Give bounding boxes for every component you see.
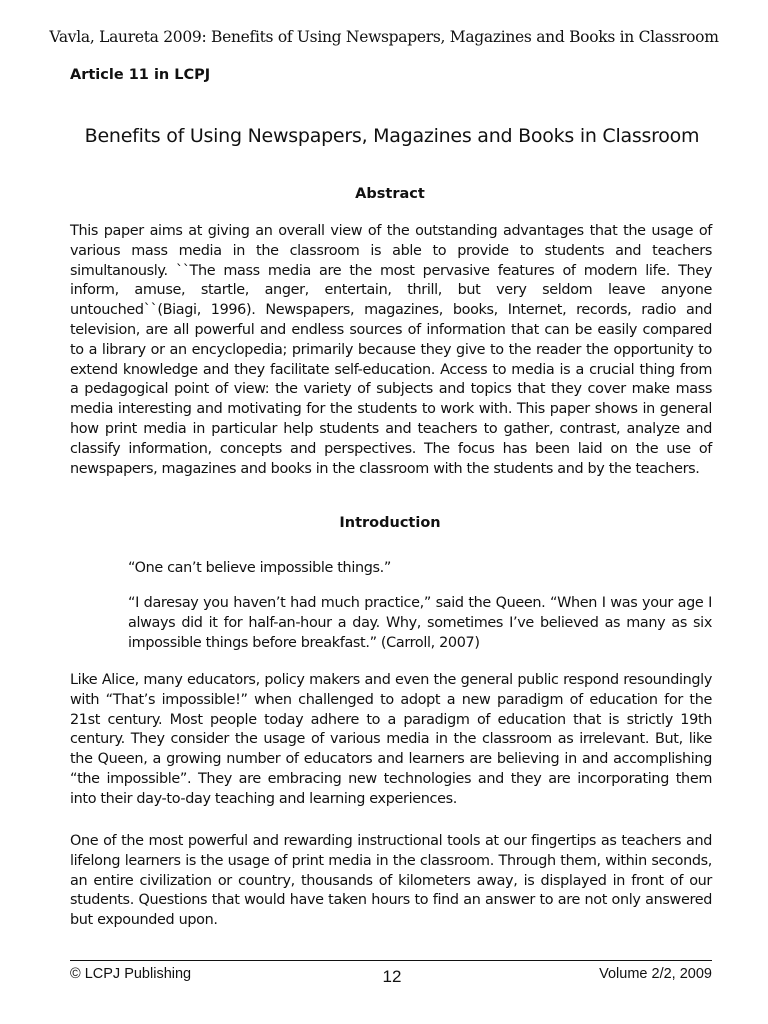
block-quote: “I daresay you haven’t had much practice,” said the Queen. “When I was your age I always did it for half-an-hour a day. Why, sometimes I’ve believed as many as six impossible things before breakfast.” (Carroll, 2007) (128, 595, 712, 651)
abstract-heading: Abstract (355, 186, 425, 202)
paper-title: Benefits of Using Newspapers, Magazines and Books in Classroom (84, 125, 700, 147)
article-label: Article 11 in LCPJ (70, 67, 211, 83)
footer-divider (70, 960, 712, 961)
footer-publisher: © LCPJ Publishing (70, 966, 192, 982)
body-paragraph: Like Alice, many educators, policy makers and even the general public respond resoundingly with “That’s impossible!” when challenged to adopt a new paradigm of education for the 21st century. Most people today adhere to a paradigm of education that is strictly 19th century. They consider the usage of various media in the classroom as irrelevant. But, like the Queen, a growing number of educators and learners are believing in and accomplishing “the impossible”. They are embracing new technologies and they are incorporating them into their day-to-day teaching and learning experiences. (70, 672, 712, 807)
body-paragraph: One of the most powerful and rewarding instructional tools at our fingertips as teachers and lifelong learners is the usage of print media in the classroom. Through them, within seconds, an entire civilization or country, thousands of kilometers away, is displayed in front of our students. Questions that would have taken hours to find an answer to are not only answered but expounded upon. (70, 833, 712, 929)
running-head: Vavla, Laureta 2009: Benefits of Using Newspapers, Magazines and Books in Classroom (49, 28, 719, 46)
block-quote: “One can’t believe impossible things.” (128, 560, 391, 576)
footer-volume: Volume 2/2, 2009 (599, 966, 712, 982)
introduction-heading: Introduction (339, 515, 441, 531)
page-number: 12 (382, 967, 402, 986)
abstract-text: This paper aims at giving an overall view of the outstanding advantages that the usage of various mass media in the classroom is able to provide to students and teachers simultanously. ``The mass media are the most pervasive features of modern life. They inform, amuse, startle, anger, entertain, thrill, but very seldom leave anyone untouched``(Biagi, 1996). Newspapers, magazines, books, Internet, records, radio and television, are all powerful and endless sources of information that can be easily compared to a library or an encyclopedia; primarily because they give to the reader the opportunity to extend knowledge and they facilitate self-education. Access to media is a crucial thing from a pedagogical point of view: the variety of subjects and topics that they cover make mass media interesting and motivating for the students to work with. This paper shows in general how print media in particular help students and teachers to gather, contrast, analyze and classify information, concepts and perspectives. The focus has been laid on the use of newspapers, magazines and books in the classroom with the students and by the teachers. (70, 223, 712, 477)
